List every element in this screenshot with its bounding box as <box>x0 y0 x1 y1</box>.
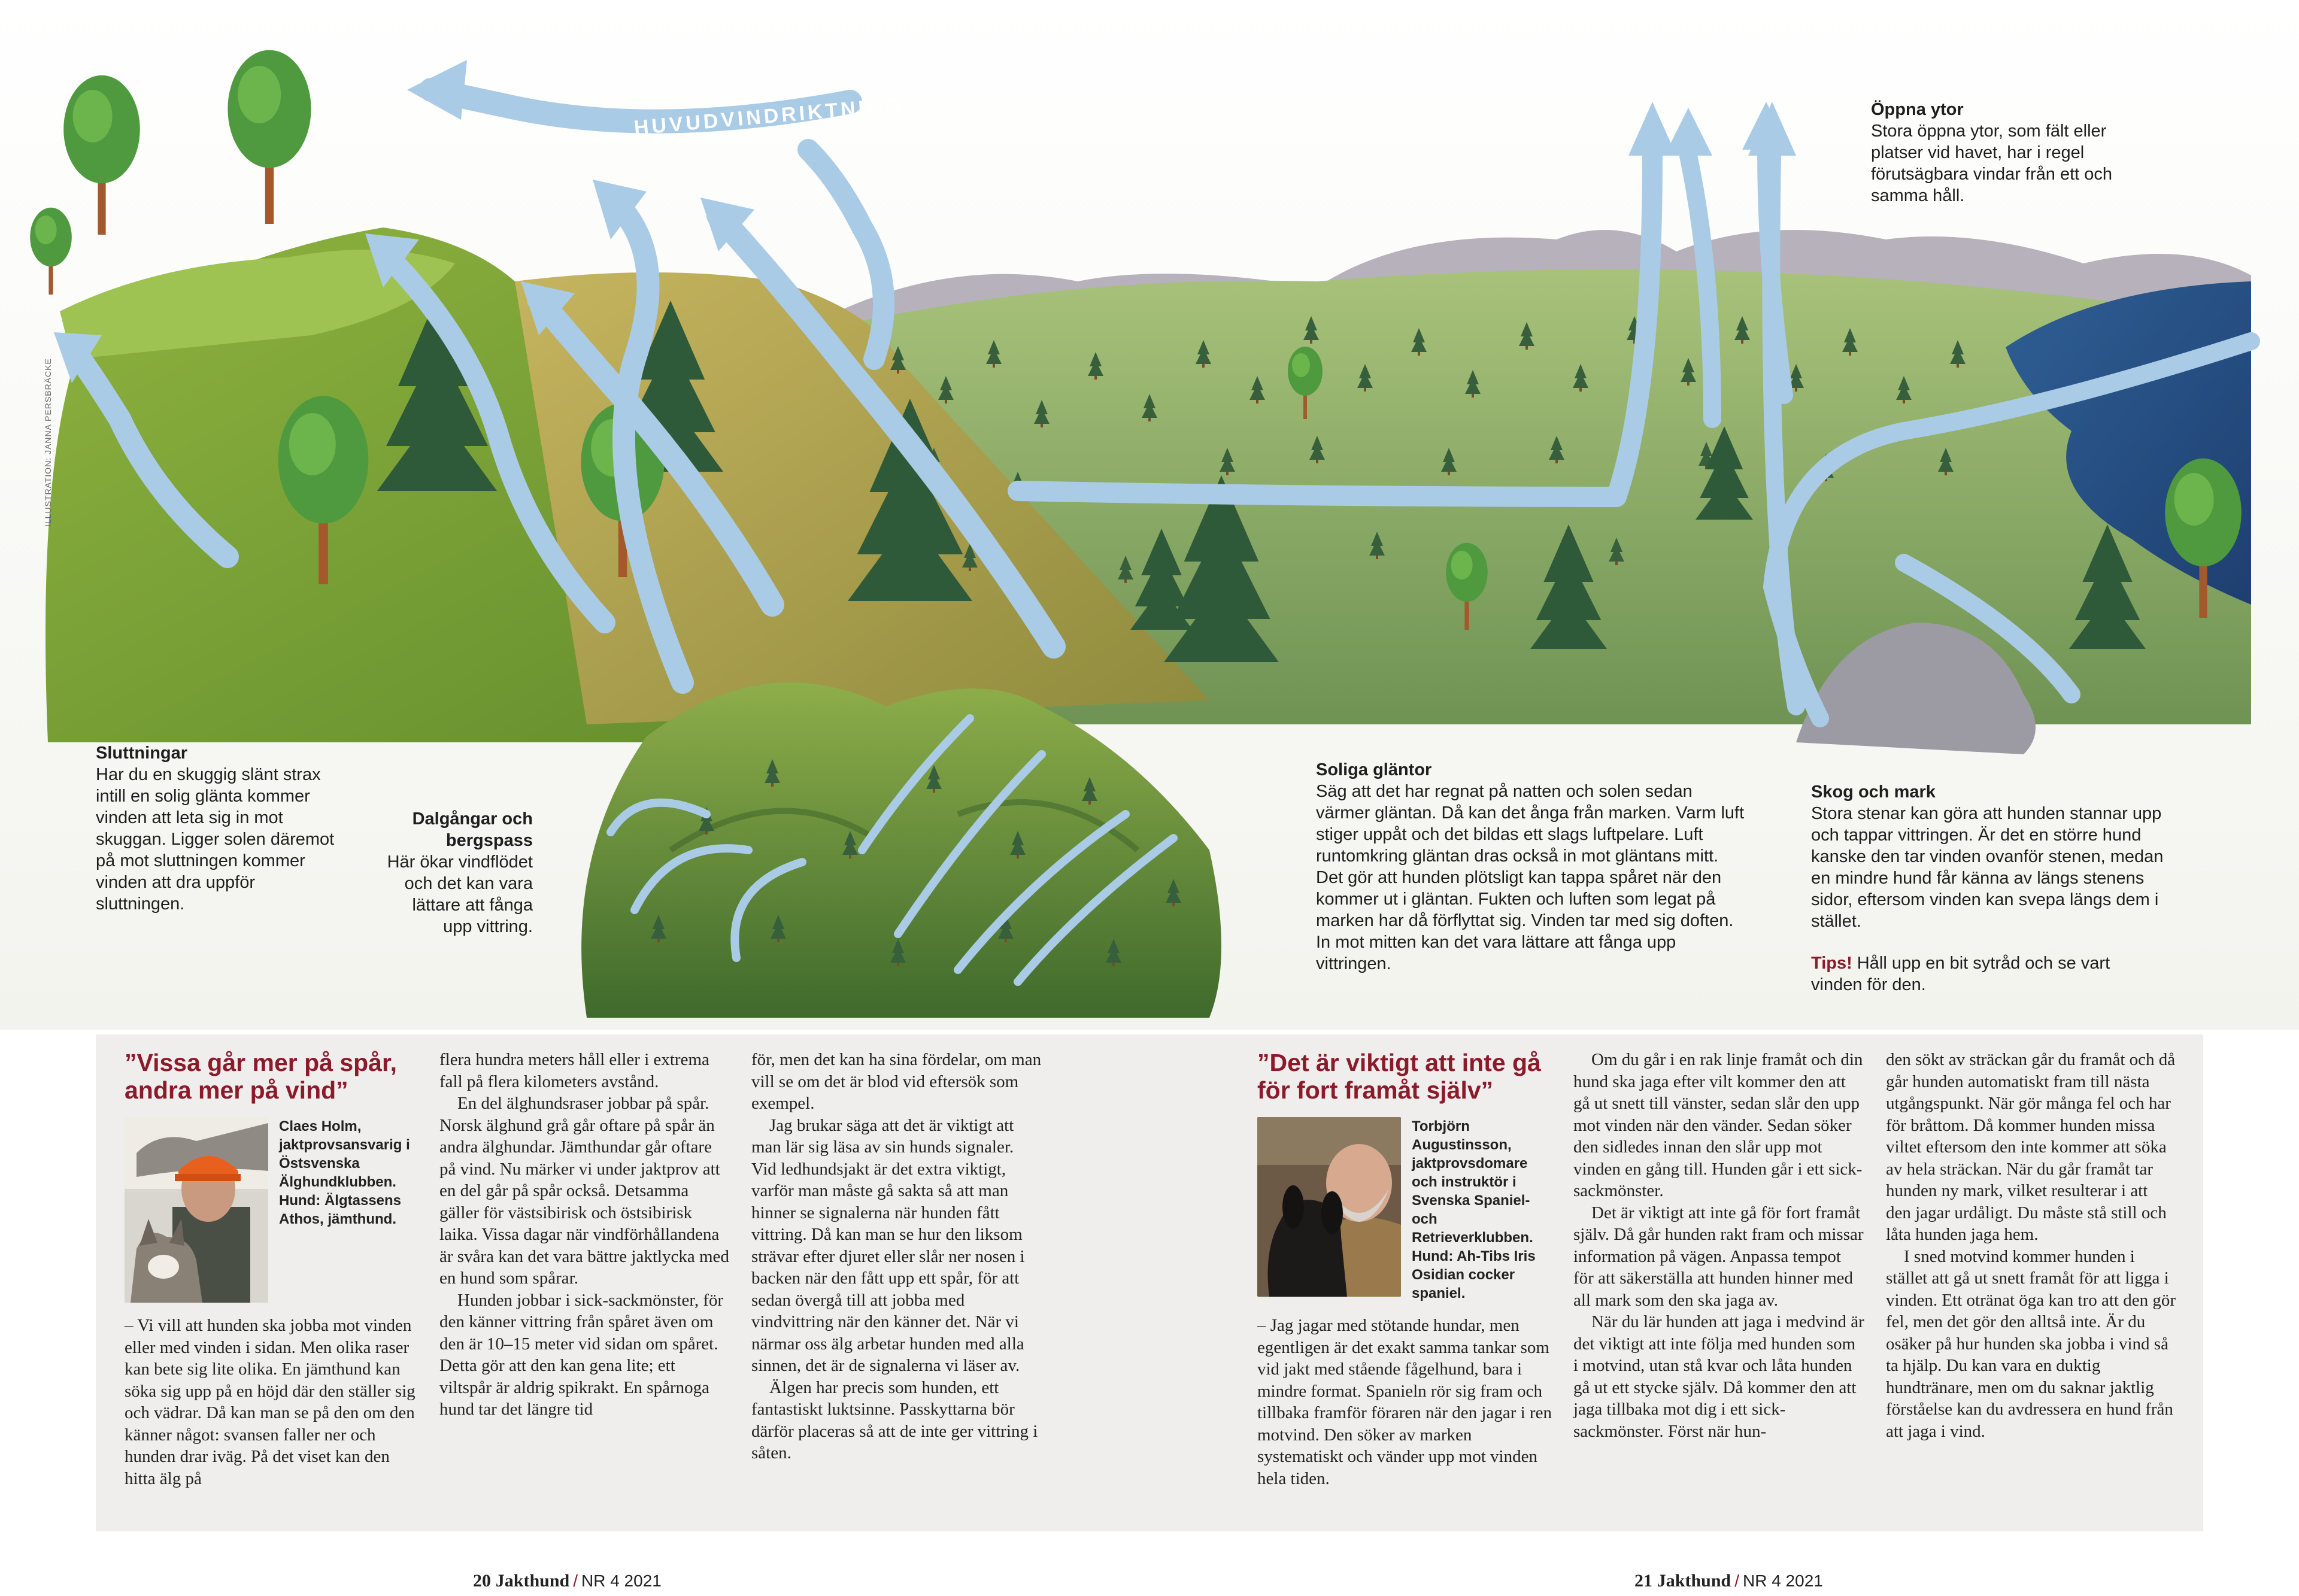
tips-text: Håll upp en bit sytråd och se vart vinden för den. <box>1811 954 2110 994</box>
right-article-col2 <box>1573 1049 1864 1442</box>
paragraph: Älgen har precis som hunden, ett fantastiskt luktsinne. Passkyttarna bör därför placeras så att de inte ger vittring i såten. <box>751 1377 1038 1463</box>
right-photo-caption: Torbjörn Augustinsson, jaktprovsdomare och instruktör i Svenska Spaniel- och Retrieverklubben. Hund: Ah-Tibs Iris Osidian cocker spaniel. <box>1412 1118 1536 1301</box>
caption-soliga-glantor <box>1316 759 1747 975</box>
left-photo-caption: Claes Holm, jaktprovsansvarig i Östsvenska Älghundklubben. Hund: Älgtassens Athos, jämthund. <box>279 1118 410 1227</box>
issue: NR 4 2021 <box>1742 1571 1823 1590</box>
paragraph: Det är viktigt att inte gå för fort framåt själv. Då går hunden rakt fram och missar information på vägen. Anpassa tempot för att säkerställa att hunden hinner med all mark som den ska jaga av. <box>1573 1203 1864 1310</box>
caption-title: Soliga gläntor <box>1316 760 1432 779</box>
paragraph: Jag brukar säga att det är viktigt att man lär sig läsa av sin hunds signaler. Vid ledhundsjakt är det extra viktigt, varför man måste gå sakta så att man hinner se signalerna när hunden fått vittring. Då kan man se hur den liksom strävar efter djuret eller slår ner nosen i backen när den fått upp ett spår, för att sedan övergå till att jobba med vindvittring när den känner det. När vi närmar oss älg arbetar hunden med alla sinnen, det är de signalerna vi läser av. <box>751 1115 1025 1375</box>
left-article-col1 <box>125 1049 424 1489</box>
wind-direction-label: HUVUDVINDRIKTNING <box>633 93 905 139</box>
left-article-col3 <box>751 1049 1042 1464</box>
illustration-credit: ILLUSTRATION: JANNA PERSBRÄCKE <box>43 358 53 527</box>
paragraph: En del älghundsraser jobbar på spår. Norsk älghund grå går oftare på spår än andra älghundar. Jämthundar går oftare på vind. Nu märker vi under jaktprov att en del går på spår också. Detsamma gäller för västsibirisk och östsibirisk laika. Vissa dagar när vindförhållandena är svåra kan det vara bättre jaktlycka med en hund som spårar. <box>439 1094 729 1288</box>
paragraph: Hunden jobbar i sick-sackmönster, för den känner vittring från spåret även om den är 10–15 meter vid sidan om spåret. Detta gör att den kan gena lite; ett viltspår är aldrig spikrakt. En spårnoga hund tar det längre tid <box>439 1290 724 1419</box>
page-number: 21 <box>1634 1571 1652 1591</box>
interview-panel <box>96 1034 2203 1531</box>
right-article-col1 <box>1257 1049 1557 1489</box>
left-headline: ”Vissa går mer på spår, andra mer på vind” <box>125 1049 398 1104</box>
magazine-name: Jakthund <box>1657 1571 1731 1591</box>
paragraph: den sökt av sträckan går du framåt och då går hunden automatiskt fram till nästa utgångspunkt. När gör många fel och har för bråttom. Då kommer hunden missa viltet eftersom den inte kommer att söka av hela sträckan. När du går framåt tar hunden ny mark, vilket resulterar i att den jagar urdåligt. Du måste stå still och låta hunden jaga hem. <box>1886 1050 2176 1244</box>
right-headline: ”Det är viktigt att inte gå för fort framåt själv” <box>1257 1049 1541 1104</box>
caption-sluttningar <box>96 742 341 915</box>
paragraph: När du lär hunden att jaga i medvind är det viktigt att inte följa med hunden som i motvind, utan stå kvar och låta hunden gå ut ett stycke själv. Då kommer den att jaga tillbaka mot dig i ett sick-sackmönster. Först när hun- <box>1573 1312 1864 1441</box>
tips <box>1811 952 2164 996</box>
caption-text: Stora öppna ytor, som fält eller platser vid havet, har i regel förutsägbara vindar från ett och samma håll. <box>1871 122 2113 205</box>
torbjorn-augustinsson-photo <box>1257 1117 1401 1297</box>
paragraph: för, men det kan ha sina fördelar, om man vill se om det är blod vid eftersök som exempel. <box>751 1050 1042 1113</box>
caption-title: Öppna ytor <box>1871 100 1964 119</box>
paragraph: Om du går i en rak linje framåt och din hund ska jaga efter vilt kommer den att gå ut snett till vänster, sedan slår den upp mot vinden när den vänder. Sedan söker den sidledes innan den slår upp mot vinden en gång till. Hunden går i ett sick-sackmönster. <box>1573 1050 1863 1200</box>
left-person <box>125 1117 424 1303</box>
caption-title: Sluttningar <box>96 744 188 763</box>
claes-holm-photo <box>125 1117 268 1303</box>
right-article-col3 <box>1886 1049 2177 1442</box>
left-article-col2 <box>439 1049 730 1421</box>
page-number: 20 <box>473 1571 491 1591</box>
right-person <box>1257 1117 1557 1303</box>
folio-right: 21 Jakthund / NR 4 2021 <box>1634 1571 1823 1591</box>
caption-text: Här ökar vindflödet och det kan vara lättare att fånga upp vittring. <box>387 852 533 936</box>
magazine-name: Jakthund <box>495 1571 570 1591</box>
right-col1-text: – Jag jagar med stötande hundar, men egentligen är det exakt samma tankar som vid jakt med stående fågelhund, bara i mindre format. Spanieln rör sig fram och tillbaka framför föraren när den jagar i ren motvind. Den söker av marken systematiskt och vänder upp mot vinden hela tiden. <box>1257 1316 1552 1488</box>
caption-text: Har du en skuggig slänt strax intill en solig glänta kommer vinden att leta sig in mot skuggan. Ligger solen däremot på mot sluttningen kommer vinden att dra uppför sluttningen. <box>96 765 335 914</box>
tips-label: Tips! <box>1811 954 1852 973</box>
folio-left: 20 Jakthund / NR 4 2021 <box>473 1571 662 1591</box>
caption-text: Stora stenar kan göra att hunden stannar upp och tappar vittringen. Är det en större hund kanske den tar vinden ovanför stenen, medan en mindre hund får känna av längs stenens sidor, eftersom vinden kan svepa längs dem i stället. <box>1811 804 2164 931</box>
caption-dalgangar <box>383 808 533 937</box>
issue: NR 4 2021 <box>581 1571 662 1590</box>
paragraph: I sned motvind kommer hunden i stället att gå ut snett framåt för att ligga i vinden. Ett otränat öga kan tro att den gör fel, men det gör den alltså inte. Är du osäker på hur hunden ska jobba i vind så ta hjälp. Du kan vara en duktig hundtränare, men om du saknar jaktlig förståelse kan du avdressera en hund från att jaga i vind. <box>1886 1246 2176 1441</box>
caption-skog-och-mark <box>1811 781 2164 996</box>
caption-text: Säg att det har regnat på natten och solen sedan värmer gläntan. Då kan det ånga från marken. Varm luft stiger uppåt och det bildas ett slags luftpelare. Luft runtomkring gläntan dras också in mot gläntans mitt. Det gör att hunden plötsligt kan tappa spåret när den kommer ut i gläntan. Fukten och luften som legat på marken har då förflyttat sig. Vinden tar med sig doften. In mot mitten kan det vara lättare att fånga upp vittringen. <box>1316 782 1745 973</box>
caption-title: Dalgångar och bergspass <box>412 809 533 850</box>
paragraph: flera hundra meters håll eller i extrema fall på flera kilometers avstånd. <box>439 1050 709 1091</box>
caption-oppna-ytor <box>1871 99 2116 207</box>
caption-title: Skog och mark <box>1811 782 1936 802</box>
left-col1-text: – Vi vill att hunden ska jobba mot vinden eller med vinden i sidan. Men olika raser kan bete sig lite olika. En jämthund kan söka sig upp på en höjd där den ställer sig och vädrar. Då kan man se på den om den känner något: svansen faller ner och hunden drar iväg. På det viset kan den hitta älg på <box>125 1316 415 1488</box>
